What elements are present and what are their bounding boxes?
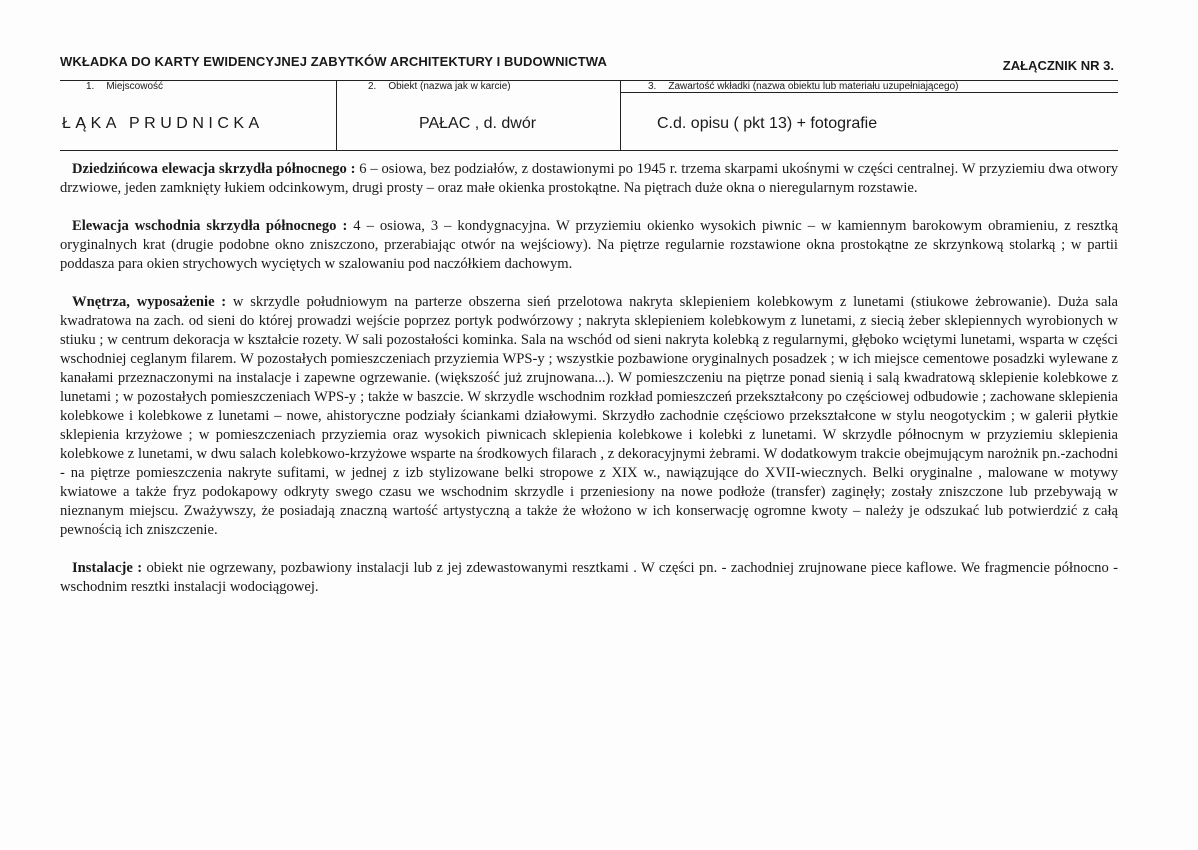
field-3-caption: Zawartość wkładki (nazwa obiektu lub materiału uzupełniającego): [668, 81, 959, 92]
paragraph-heading: Instalacje :: [72, 560, 143, 576]
paragraph-text: obiekt nie ogrzewany, pozbawiony instalacji lub z jej zdewastowanymi resztkami . W części pn. - zachodniej zrujnowane piece kaflowe. We fragmencie północno - wschodnim resztki instalacji wodociągowej.: [60, 560, 1118, 595]
paragraph-interiors: [60, 293, 1118, 540]
field-2-number: 2.: [368, 81, 377, 92]
paragraph-heading: Dziedzińcowa elewacja skrzydła północnego :: [72, 161, 356, 177]
field-2-value: PAŁAC , d. dwór: [419, 115, 537, 132]
paragraph-courtyard-elevation: [60, 160, 1118, 198]
form-title: WKŁADKA DO KARTY EWIDENCYJNEJ ZABYTKÓW ARCHITEKTURY I BUDOWNICTWA: [60, 54, 607, 69]
paragraph-installations: [60, 559, 1118, 597]
field-2-caption: Obiekt (nazwa jak w karcie): [388, 81, 511, 92]
field-3-number: 3.: [648, 81, 657, 92]
form-top-rule: [60, 80, 1118, 81]
paragraph-text: w skrzydle południowym na parterze obszerna sień przelotowa nakryta sklepieniem kolebkowym z lunetami (stiukowe żebrowanie). Duża sala kwadratowa na zach. od sieni do której prowadzi wejście poprzez portyk podwórzowy ; nakryta sklepieniem kolebkowym z lunetami, z siecią żeber sklepiennych wyrobionych w stiuku ; w centrum dekoracja w kształcie rozety. W sali pozostałości kominka. Sala na wschód od sieni nakryta kolebką z regularnymi, głęboko wciętymi lunetami, wsparta w części wschodniej ceglanym filarem. W pozostałych pomieszczeniach przyziemia WPS-y ; wszystkie pozbawione oryginalnych posadzek ; w ich miejsce cementowe posadzki wylewane z kanałami przeznaczonymi na instalacje i zapewne ogrzewanie. (większość już zrujnowana...). W pomieszczeniu na piętrze ponad sienią i salą kwadratową sklepienie kolebkowe z lunetami ; w pozostałych pomieszczeniach WPS-y ; także w baszcie. W skrzydle wschodnim rozkład pomieszczeń przekształcony po częściowej odbudowie ; zachowane sklepienia kolebkowe i kolebkowe z lunetami – nowe, ahistoryczne podziały ściankami działowymi. Skrzydło zachodnie częściowo przekształcone w stylu neogotyckim ; w galerii płytkie sklepienia krzyżowe ; w pomieszczeniach przyziemia oraz wysokich piwnicach sklepienia kolebkowe i kolebki z lunetami. W skrzydle północnym w przyziemiu sklepienia kolebkowe z lunetami, w dwu salach kolebkowo-krzyżowe wsparte na środkowych filarach , z dekoracyjnymi żebrami. W dodatkowym trakcie obejmującym narożnik pn.-zachodni - na piętrze pomieszczenia nakryte sufitami, w jednej z izb stylizowane belki stropowe z XIX w., nawiązujące do XVII-wiecznych. Belki oryginalne , malowane w motywy kwiatowe a także fryz podokapowy odkryty swego czasu we wschodnim skrzydle i przeniesiony na nowe podłoże (transfer) zaginęły; zostały zniszczone lub przebywają w nieznanym miejscu. Zważywszy, że posiadają znaczną wartość artystyczną a także że włożono w ich konserwację ogromne kwoty – należy je odszukać lub potwierdzić z całą pewnością ich zniszczenie.: [60, 294, 1118, 538]
field-3-value: C.d. opisu ( pkt 13) + fotografie: [657, 115, 878, 132]
form-bottom-rule: [60, 150, 1118, 151]
paragraph-heading: Elewacja wschodnia skrzydła północnego :: [72, 218, 348, 234]
paragraph-text: 4 – osiowa, 3 – kondygnacyjna. W przyziemiu okienko wysokich piwnic – w kamiennym barokowym obramieniu, z resztką oryginalnych krat (drugie podobne okno zniszczono, przerabiając otwór na wejściowy). Na piętrze regularnie rozstawione okna prostokątne ze skrzynkową stolarką ; w partii poddasza para okien strychowych wyciętych w szalowaniu pod naczółkiem dachowym.: [60, 218, 1118, 272]
form-column-divider-1: [336, 80, 337, 150]
field-2-label: [368, 81, 511, 92]
field-3-label: [648, 81, 959, 92]
field-1-label: [86, 81, 163, 92]
annex-number: ZAŁĄCZNIK NR 3.: [1002, 58, 1114, 73]
field-1-value: ŁĄKA PRUDNICKA: [62, 115, 264, 132]
description-body: [60, 160, 1118, 616]
field-1-caption: Miejscowość: [106, 81, 164, 92]
paragraph-heading: Wnętrza, wyposażenie :: [72, 294, 227, 310]
field-1-number: 1.: [86, 81, 95, 92]
form-label-rule: [620, 92, 1118, 93]
paragraph-text: 6 – osiowa, bez podziałów, z dostawionymi po 1945 r. trzema skarpami ukośnymi w części centralnej. W przyziemiu dwa otwory drzwiowe, jeden zamknięty łukiem odcinkowym, drugi prosty – oraz małe okienka prostokątne. Na piętrach duże okna o nieregularnym rozstawie.: [60, 161, 1118, 196]
form-column-divider-2: [620, 80, 621, 150]
paragraph-east-elevation: [60, 217, 1118, 274]
